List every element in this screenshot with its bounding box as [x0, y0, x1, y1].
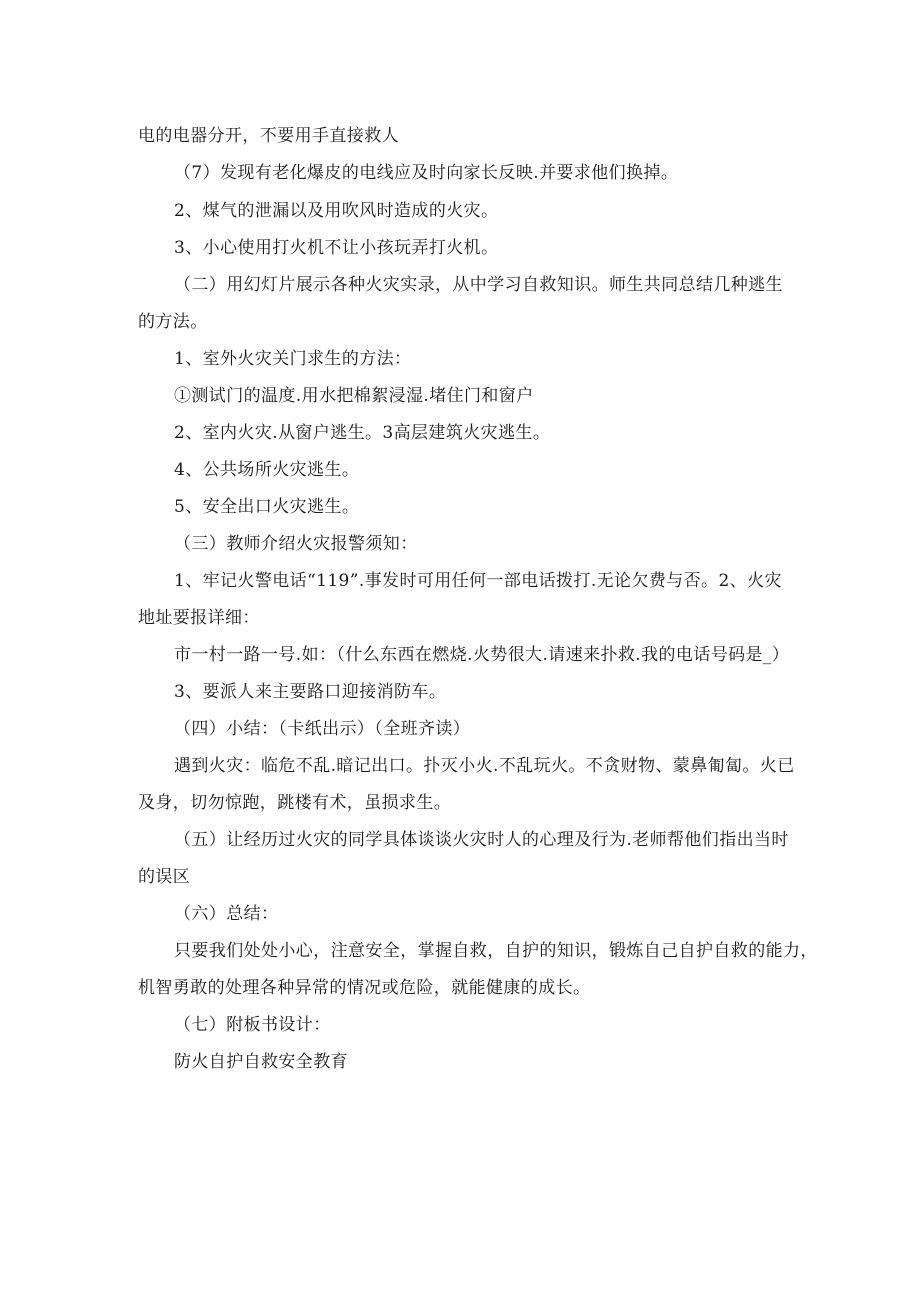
text-line: 2、煤气的泄漏以及用吹风时造成的火灾。 [174, 201, 499, 221]
text-line: 3、要派人来主要路口迎接消防车。 [174, 682, 447, 702]
text-line: 1、牢记火警电话“119”.事发时可用任何一部电话拨打.无论欠费与否。2、火灾 [174, 571, 782, 591]
text-line: ①测试门的温度.用水把棉絮浸湿.堵住门和窗户 [174, 386, 534, 406]
text-line: 5、安全出口火灾逃生。 [174, 497, 360, 517]
text-line: 3、小心使用打火机不让小孩玩弄打火机。 [174, 238, 499, 258]
text-line: 机智勇敢的处理各种异常的情况或危险，就能健康的成长。 [138, 978, 591, 998]
text-line: （7）发现有老化爆皮的电线应及时向家长反映.并要求他们换掉。 [174, 163, 679, 183]
text-line: 市一村一路一号.如：（什么东西在燃烧.火势很大.请速来扑救.我的电话号码是_） [174, 645, 790, 665]
text-line: 2、室内火灾.从窗户逃生。3高层建筑火灾逃生。 [174, 423, 551, 443]
text-line: 及身，切勿惊跑，跳楼有术，虽损求生。 [138, 793, 452, 813]
text-line: （六）总结： [174, 904, 279, 924]
text-line: 遇到火灾：临危不乱.暗记出口。扑灭小火.不乱玩火。不贪财物、蒙鼻匍匐。火已 [174, 756, 795, 776]
text-line: （二）用幻灯片展示各种火灾实录，从中学习自救知识。师生共同总结几种逃生 [174, 275, 783, 295]
text-line: 的方法。 [138, 312, 208, 332]
text-line: 电的电器分开，不要用手直接救人 [138, 126, 399, 146]
text-line: 防火自护自救安全教育 [174, 1052, 348, 1072]
text-line: 1、室外火灾关门求生的方法： [174, 349, 412, 369]
text-line: 只要我们处处小心，注意安全，掌握自救，自护的知识，锻炼自己自护自救的能力， [174, 941, 818, 961]
text-line: 的误区 [138, 867, 191, 887]
text-line: （七）附板书设计： [174, 1015, 331, 1035]
text-line: （四）小结：（卡纸出示）（全班齐读） [174, 719, 471, 739]
text-line: （三）教师介绍火灾报警须知： [174, 534, 418, 554]
text-line: （五）让经历过火灾的同学具体谈谈火灾时人的心理及行为.老师帮他们指出当时 [174, 830, 789, 850]
text-line: 地址要报详细： [138, 608, 260, 628]
text-line: 4、公共场所火灾逃生。 [174, 460, 360, 480]
